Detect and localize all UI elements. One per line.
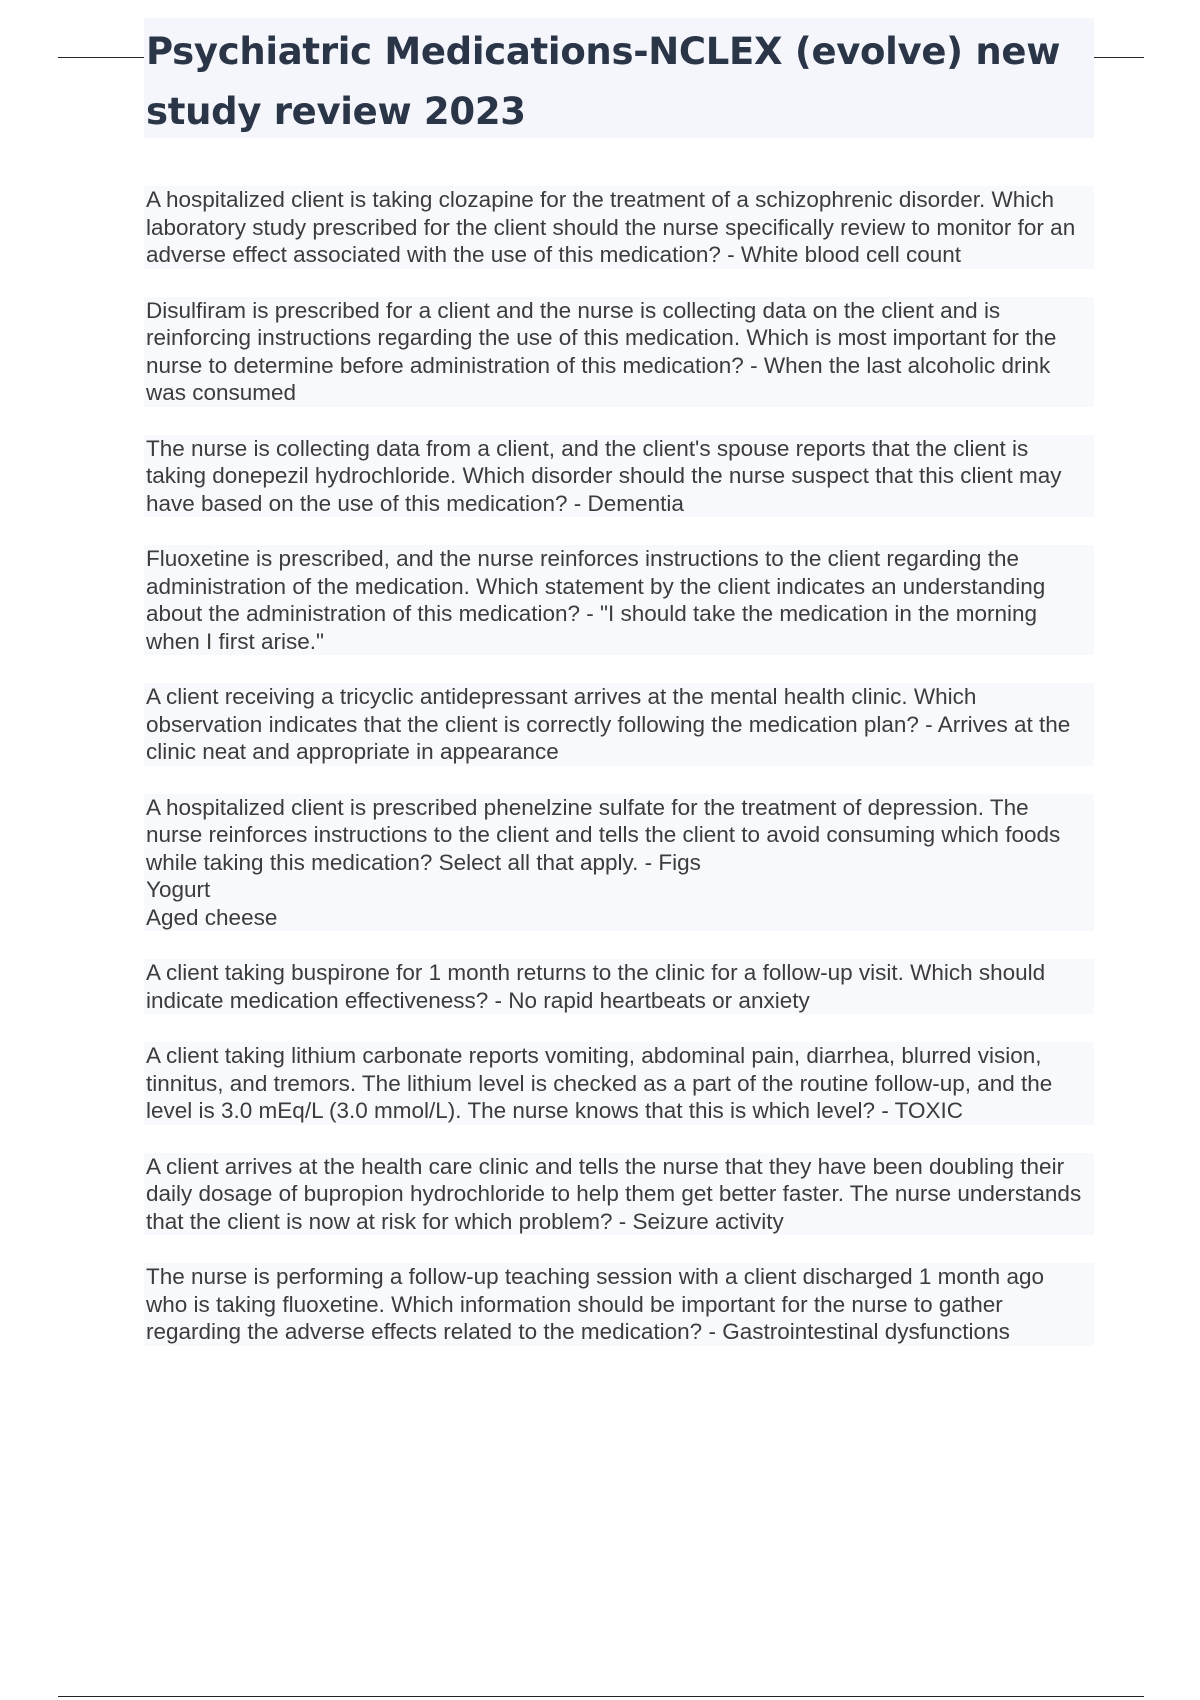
- answer-text-extra: Aged cheese: [146, 904, 278, 930]
- question-text: Disulfiram is prescribed for a client and the nurse is collecting data on the client and is reinforcing instructions regarding the use of this medication. Which is most important for the nurse to determine before administration of this medication?: [146, 297, 1057, 378]
- question-text: The nurse is collecting data from a client, and the client's spouse reports that the client is taking donepezil hydrochloride. Which disorder should the nurse suspect that this client may have based on the use of this medication?: [146, 435, 1062, 516]
- answer-text: Arrives at the clinic neat and appropriate in appearance: [146, 711, 1071, 764]
- qa-item: A client taking buspirone for 1 month returns to the clinic for a follow-up visit. Which should indicate medication effectiveness? - No rapid heartbeats or anxiety: [144, 959, 1094, 1014]
- question-text: Fluoxetine is prescribed, and the nurse reinforces instructions to the client regarding the administration of the medication. Which statement by the client indicates an understanding about the administration of this medication?: [146, 546, 1046, 626]
- answer-text: No rapid heartbeats or anxiety: [508, 987, 810, 1013]
- qa-item: Fluoxetine is prescribed, and the nurse reinforces instructions to the client regarding the administration of the medication. Which statement by the client indicates an understanding about the administration of this medication? - "I should take the medication in the morning when I first arise.": [144, 545, 1094, 655]
- answer-text: "I should take the medication in the morning when I first arise.": [146, 601, 1038, 654]
- question-text: A client arrives at the health care clinic and tells the nurse that they have been doubling their daily dosage of bupropion hydrochloride to help them get better faster. The nurse understands that the client is now at risk for which problem?: [146, 1153, 1082, 1234]
- qa-item: A client receiving a tricyclic antidepressant arrives at the mental health clinic. Which observation indicates that the client is correctly following the medication plan? - Arrives at the clinic neat and appropriate in appearance: [144, 683, 1094, 766]
- question-text: A client receiving a tricyclic antidepressant arrives at the mental health clinic. Which observation indicates that the client is correctly following the medication plan?: [146, 684, 977, 737]
- qa-list: [144, 186, 1094, 1374]
- question-text: A client taking lithium carbonate reports vomiting, abdominal pain, diarrhea, blurred vision, tinnitus, and tremors. The lithium level is checked as a part of the routine follow-up, and the level is 3.0 mEq/L (3.0 mmol/L). The nurse knows that this is which level?: [146, 1043, 1053, 1123]
- qa-item: The nurse is performing a follow-up teaching session with a client discharged 1 month ago who is taking fluoxetine. Which information should be important for the nurse to gather regarding the adverse effects related to the medication? - Gastrointestinal dysfunctions: [144, 1263, 1094, 1346]
- qa-item: The nurse is collecting data from a client, and the client's spouse reports that the client is taking donepezil hydrochloride. Which disorder should the nurse suspect that this client may have based on the use of this medication? - Dementia: [144, 435, 1094, 518]
- document-title: Psychiatric Medications-NCLEX (evolve) new study review 2023: [144, 18, 1094, 138]
- answer-text: Figs: [658, 849, 701, 875]
- answer-text: TOXIC: [894, 1098, 964, 1123]
- qa-item: A client arrives at the health care clinic and tells the nurse that they have been doubling their daily dosage of bupropion hydrochloride to help them get better faster. The nurse understands that the client is now at risk for which problem? - Seizure activity: [144, 1153, 1094, 1236]
- answer-text: Gastrointestinal dysfunctions: [722, 1319, 1010, 1344]
- header-rule-right: [1092, 57, 1144, 58]
- question-text: The nurse is performing a follow-up teaching session with a client discharged 1 month ago who is taking fluoxetine. Which information should be important for the nurse to gather regarding the adverse effects related to the medication?: [146, 1264, 1044, 1344]
- question-text: A client taking buspirone for 1 month returns to the clinic for a follow-up visit. Which should indicate medication effectiveness?: [146, 960, 1046, 1013]
- question-text: A hospitalized client is taking clozapine for the treatment of a schizophrenic disorder. Which laboratory study prescribed for the client should the nurse specifically review to monitor for an adverse effect associated with the use of this medication?: [146, 187, 1076, 267]
- question-text: A hospitalized client is prescribed phenelzine sulfate for the treatment of depression. The nurse reinforces instructions to the client and tells the client to avoid consuming which foods while taking this medication? Select all that apply.: [146, 794, 1061, 875]
- answer-text-extra: Yogurt: [146, 877, 211, 902]
- footer-rule: [58, 1696, 1144, 1697]
- answer-text: White blood cell count: [740, 242, 962, 267]
- qa-item: A hospitalized client is taking clozapine for the treatment of a schizophrenic disorder. Which laboratory study prescribed for the client should the nurse specifically review to monitor for an adverse effect associated with the use of this medication? - White blood cell count: [144, 186, 1094, 269]
- answer-text: Seizure activity: [632, 1208, 784, 1234]
- header-rule-left: [58, 57, 146, 58]
- qa-item: A hospitalized client is prescribed phenelzine sulfate for the treatment of depression. The nurse reinforces instructions to the client and tells the client to avoid consuming which foods while taking this medication? Select all that apply. - Figs Yogurt Aged cheese: [144, 794, 1094, 932]
- answer-text: When the last alcoholic drink was consumed: [146, 352, 1051, 405]
- qa-item: A client taking lithium carbonate reports vomiting, abdominal pain, diarrhea, blurred vision, tinnitus, and tremors. The lithium level is checked as a part of the routine follow-up, and the level is 3.0 mEq/L (3.0 mmol/L). The nurse knows that this is which level? - TOXIC: [144, 1042, 1094, 1125]
- answer-text: Dementia: [587, 490, 684, 516]
- qa-item: Disulfiram is prescribed for a client and the nurse is collecting data on the client and is reinforcing instructions regarding the use of this medication. Which is most important for the nurse to determine before administration of this medication? - When the last alcoholic drink was consumed: [144, 297, 1094, 407]
